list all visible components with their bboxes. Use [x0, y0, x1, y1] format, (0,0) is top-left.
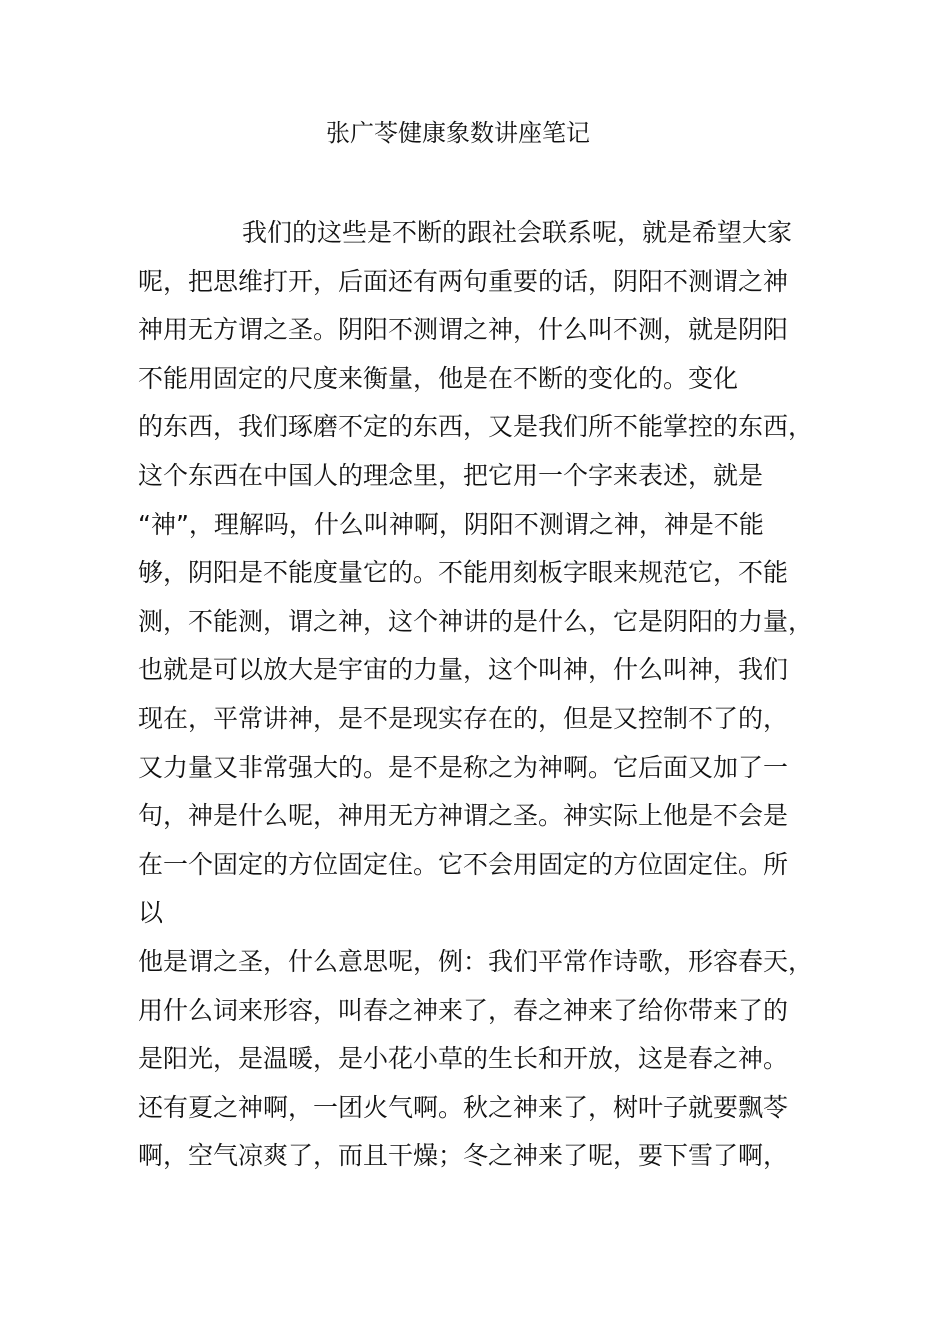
paragraph-line: 我们的这些是不断的跟社会联系呢，就是希望大家	[242, 218, 793, 247]
paragraph-line: 啊，空气凉爽了，而且干燥；冬之神来了呢，要下雪了啊，	[138, 1141, 789, 1171]
paragraph-line: 也就是可以放大是宇宙的力量，这个叫神，什么叫神，我们	[138, 655, 789, 685]
paragraph-line: 现在，平常讲神，是不是现实存在的，但是又控制不了的，	[138, 703, 789, 733]
paragraph-line: 的东西，我们琢磨不定的东西，又是我们所不能掌控的东西，	[138, 412, 814, 442]
paragraph-line: 神用无方谓之圣。阴阳不测谓之神，什么叫不测，就是阴阳	[138, 315, 789, 345]
paragraph-line: 还有夏之神啊，一团火气啊。秋之神来了，树叶子就要飘苓	[138, 1092, 789, 1122]
paragraph-line: 句，神是什么呢，神用无方神谓之圣。神实际上他是不会是	[138, 801, 789, 831]
paragraph-line: “神”，理解吗，什么叫神啊，阴阳不测谓之神，神是不能	[138, 509, 764, 539]
paragraph-line: 呢，把思维打开，后面还有两句重要的话，阴阳不测谓之神	[138, 266, 789, 296]
document-title: 张广苓健康象数讲座笔记	[326, 119, 590, 147]
paragraph-line: 在一个固定的方位固定住。它不会用固定的方位固定住。所	[138, 849, 789, 879]
paragraph-line: 这个东西在中国人的理念里，把它用一个字来表述，就是	[138, 460, 764, 490]
paragraph-line: 不能用固定的尺度来衡量，他是在不断的变化的。变化	[138, 363, 739, 393]
paragraph-line: 是阳光，是温暖，是小花小草的生长和开放，这是春之神。	[138, 1044, 789, 1074]
document-body	[138, 214, 818, 1186]
paragraph-line: 他是谓之圣，什么意思呢，例：我们平常作诗歌，形容春天，	[138, 946, 814, 976]
paragraph-line: 够，阴阳是不能度量它的。不能用刻板字眼来规范它，不能	[138, 558, 789, 588]
paragraph-line: 以	[138, 898, 164, 928]
paragraph-line: 测，不能测，谓之神，这个神讲的是什么，它是阴阳的力量，	[138, 606, 814, 636]
paragraph-line: 用什么词来形容，叫春之神来了，春之神来了给你带来了的	[138, 995, 789, 1025]
paragraph-line: 又力量又非常强大的。是不是称之为神啊。它后面又加了一	[138, 752, 789, 782]
